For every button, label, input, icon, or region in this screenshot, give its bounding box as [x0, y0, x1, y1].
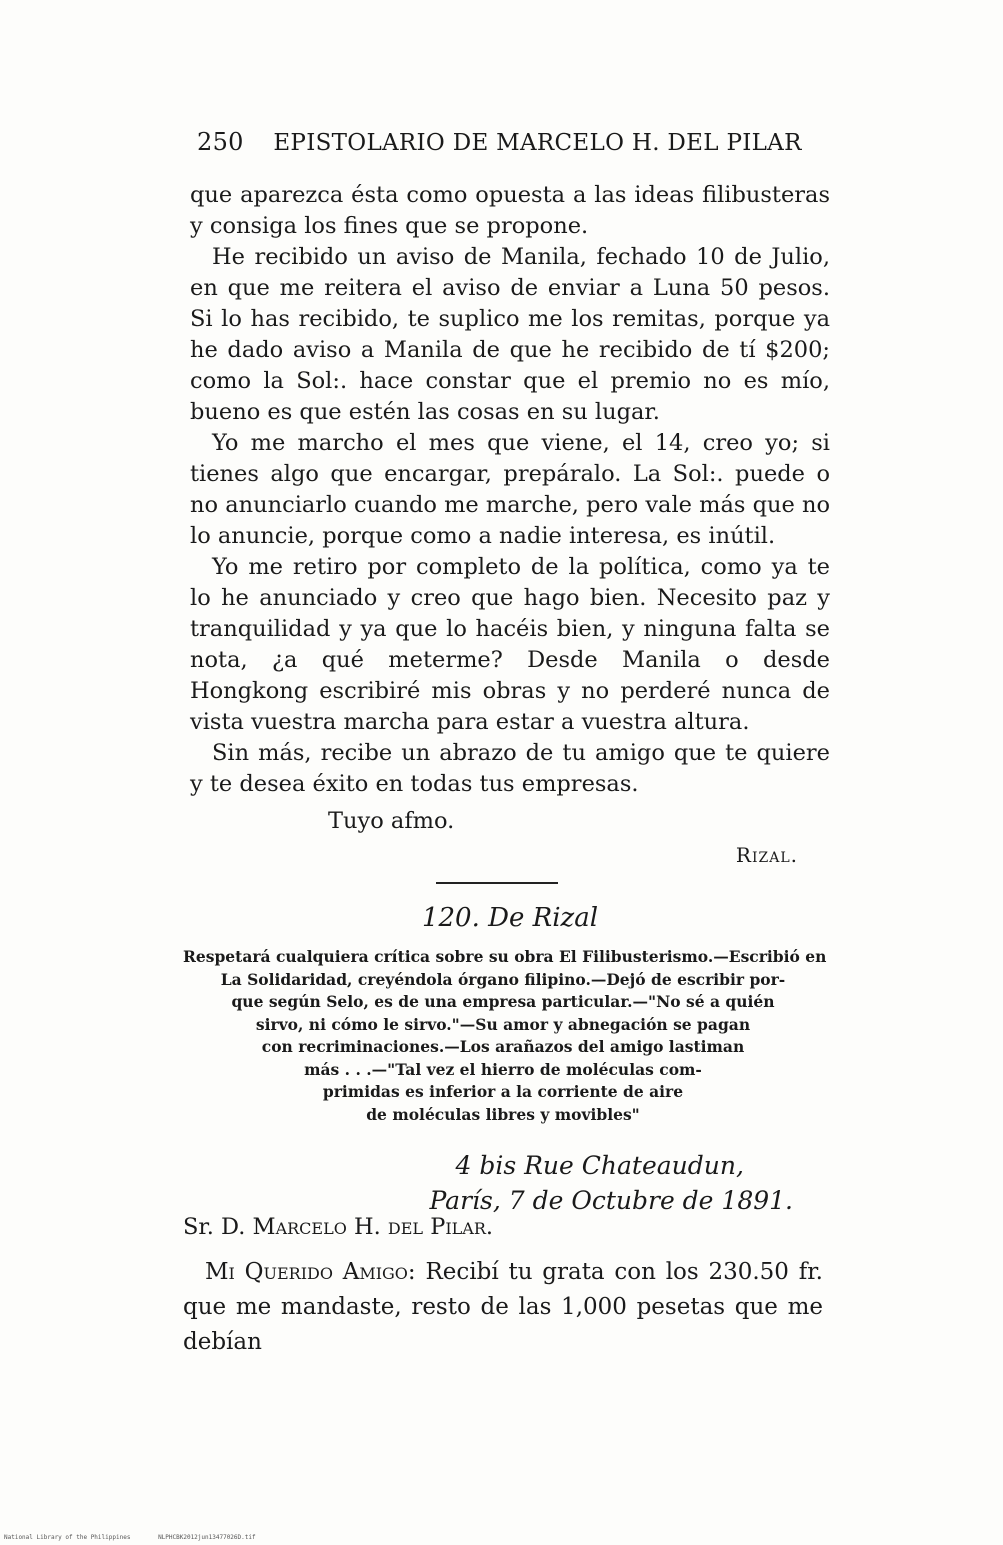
paragraph: Yo me marcho el mes que viene, el 14, creo yo; si tienes algo que encargar, prepáralo. La Sol:. puede o no anunciarlo cuando me marche, pero vale más que no lo anuncie, porque como a nadie interesa, es inútil.	[190, 430, 830, 549]
closing-line: Tuyo afmo.	[328, 808, 455, 834]
letter-address	[429, 1148, 793, 1218]
page-number: 250	[197, 128, 244, 156]
address-line: 4 bis Rue Chateaudun,	[455, 1151, 744, 1180]
paragraph: Yo me retiro por completo de la política, como ya te lo he anunciado y creo que hago bien. Necesito paz y tranquilidad y ya que lo hacéis bien, y ninguna falta se nota, ¿a qué meterme? Desde Manila o desde Hongkong escribiré mis obras y no perderé nunca de vista vuestra marcha para estar a vuestra altura.	[190, 554, 830, 735]
paragraph: Sin más, recibe un abrazo de tu amigo que te quiere y te desea éxito en todas tus empresas.	[190, 740, 830, 797]
paragraph: He recibido un aviso de Manila, fechado 10 de Julio, en que me reitera el aviso de enviar a Luna 50 pesos. Si lo has recibido, te suplico me los remitas, porque ya he dado aviso a Manila de que he recibido de tí $200; como la Sol:. hace constar que el premio no es mío, bueno es que estén las cosas en su lugar.	[190, 244, 830, 425]
summary-line: más . . .—"Tal vez el hierro de moléculas com-	[304, 1059, 702, 1079]
summary-line: sirvo, ni cómo le sirvo."—Su amor y abnegación se pagan	[255, 1014, 751, 1034]
section-summary	[183, 946, 827, 1126]
opening-text: Recibí tu grata con los 230.50 fr. que me mandaste, resto de las 1,000 pesetas que me debían	[183, 1259, 823, 1355]
summary-line: con recriminaciones.—Los arañazos del amigo lastiman	[261, 1037, 745, 1056]
file-id: NLPHCBK2012jun13477026D.tif	[158, 1534, 256, 1541]
summary-line: La Solidaridad, creyéndola órgano filipino.—Dejó de escribir por-	[220, 969, 786, 989]
summary-line: que según Selo, es de una empresa particular.—"No sé a quién	[231, 992, 775, 1011]
running-title: EPISTOLARIO DE MARCELO H. DEL PILAR	[273, 130, 802, 156]
summary-line: Respetará cualquiera crítica sobre su obra El Filibusterismo.—Escribió en	[183, 947, 827, 966]
section-divider	[436, 882, 558, 884]
letter-body	[190, 180, 830, 800]
scan-footer	[4, 1534, 280, 1541]
greeting: Mi Querido Amigo:	[205, 1259, 416, 1285]
salutation	[183, 1214, 493, 1240]
opening-paragraph	[183, 1255, 823, 1360]
library-credit: National Library of the Philippines	[4, 1534, 131, 1541]
summary-line: primidas es inferior a la corriente de aire	[322, 1082, 684, 1101]
page-header	[197, 128, 837, 156]
salutation-prefix: Sr. D.	[183, 1214, 253, 1240]
date-line: París, 7 de Octubre de 1891.	[429, 1186, 793, 1215]
signature: Rizal.	[735, 843, 798, 867]
recipient-name: Marcelo H. del Pilar.	[252, 1214, 494, 1240]
section-title: 120. De Rizal	[421, 903, 599, 933]
paragraph: que aparezca ésta como opuesta a las ideas filibusteras y consiga los fines que se propone.	[190, 182, 830, 239]
summary-line: de moléculas libres y movibles"	[366, 1104, 640, 1124]
letter-opening	[183, 1255, 823, 1360]
